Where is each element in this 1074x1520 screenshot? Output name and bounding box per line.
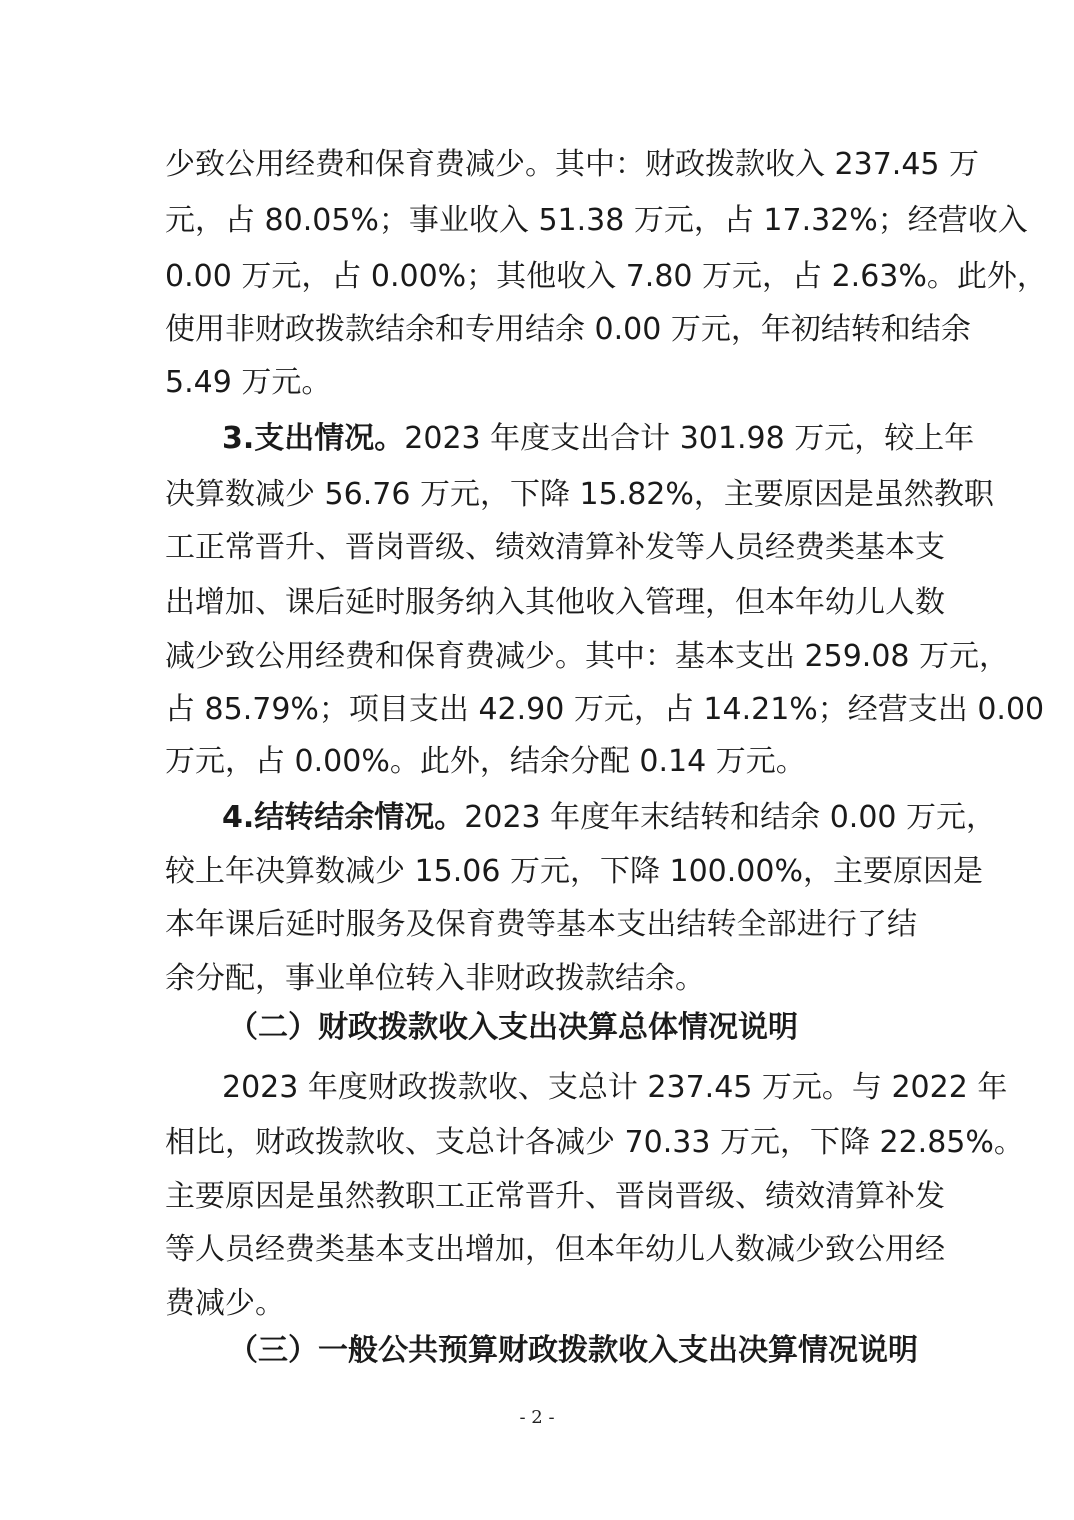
- para4-line1: 2023 年度财政拨款收、支总计 237.45 万元。与 2022 年: [222, 1070, 1008, 1105]
- para2-line7: 万元，占 0.00%。此外，结余分配 0.14 万元。: [165, 744, 806, 779]
- para4-line3: 主要原因是虽然教职工正常晋升、晋岗晋级、绩效清算补发: [165, 1179, 945, 1214]
- para2-line6: 占 85.79%；项目支出 42.90 万元，占 14.21%；经营支出 0.00: [165, 692, 1045, 727]
- para2-line5: 减少致公用经费和保育费减少。其中：基本支出 259.08 万元，: [165, 639, 1010, 674]
- para1-line5: 5.49 万元。: [165, 365, 332, 400]
- section-heading-2: （二）财政拨款收入支出决算总体情况说明: [228, 1010, 798, 1045]
- section-heading-3: （三）一般公共预算财政拨款收入支出决算情况说明: [228, 1333, 918, 1368]
- para1-line1: 少致公用经费和保育费减少。其中：财政拨款收入 237.45 万: [165, 147, 980, 182]
- para1-line3: 0.00 万元，占 0.00%；其他收入 7.80 万元，占 2.63%。此外，: [165, 259, 1047, 294]
- para2-line1-text: 2023 年度支出合计 301.98 万元，较上年: [404, 421, 975, 456]
- para3-line1: [222, 798, 997, 838]
- page-number: - 2 -: [519, 1407, 555, 1428]
- para2-line4: 出增加、课后延时服务纳入其他收入管理，但本年幼儿人数: [165, 585, 945, 620]
- para2-label: 3.支出情况。: [222, 421, 405, 456]
- para4-line5: 费减少。: [165, 1286, 285, 1321]
- para2-line1: [222, 419, 975, 459]
- para3-line1-text: 2023 年度年末结转和结余 0.00 万元，: [464, 800, 997, 835]
- para3-line3: 本年课后延时服务及保育费等基本支出结转全部进行了结: [165, 907, 917, 942]
- para3-line2: 较上年决算数减少 15.06 万元，下降 100.00%，主要原因是: [165, 854, 983, 889]
- para1-line2: 元，占 80.05%；事业收入 51.38 万元，占 17.32%；经营收入: [165, 203, 1028, 238]
- para4-line4: 等人员经费类基本支出增加，但本年幼儿人数减少致公用经: [165, 1232, 945, 1267]
- para3-line4: 余分配，事业单位转入非财政拨款结余。: [165, 961, 705, 996]
- para4-line2: 相比，财政拨款收、支总计各减少 70.33 万元，下降 22.85%。: [165, 1125, 1024, 1160]
- para2-line3: 工正常晋升、晋岗晋级、绩效清算补发等人员经费类基本支: [165, 530, 945, 565]
- para2-line2: 决算数减少 56.76 万元，下降 15.82%，主要原因是虽然教职: [165, 477, 994, 512]
- para1-line4: 使用非财政拨款结余和专用结余 0.00 万元，年初结转和结余: [165, 312, 971, 347]
- para3-label: 4.结转结余情况。: [222, 800, 465, 835]
